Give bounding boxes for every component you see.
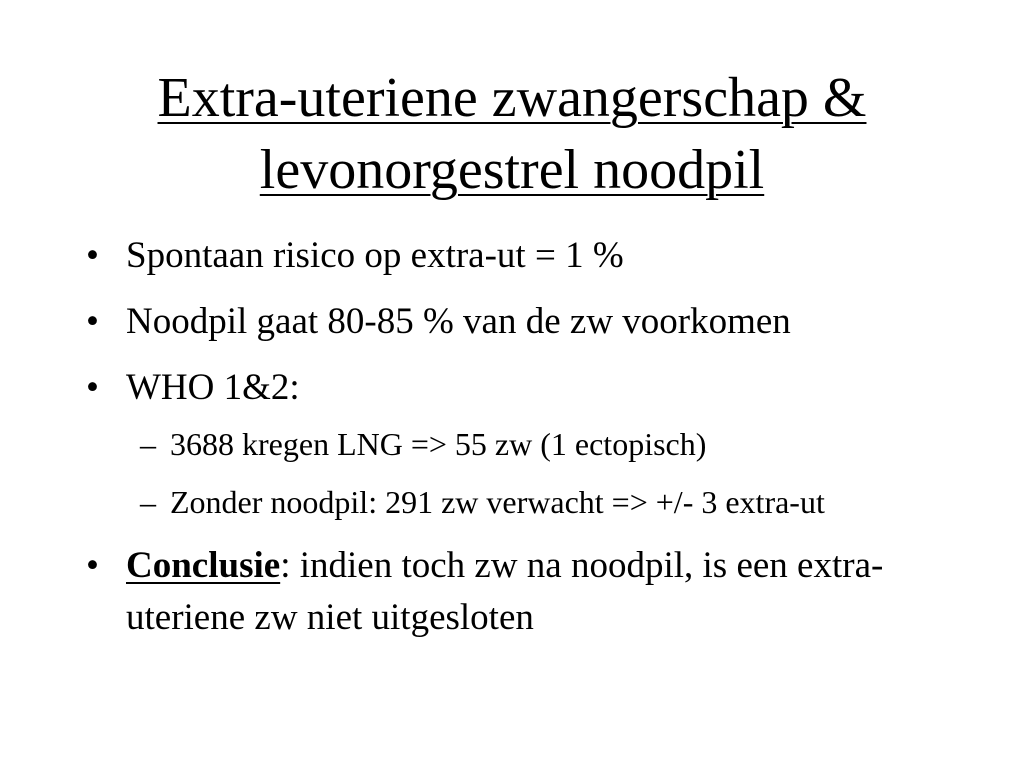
sub-bullet-marker: – xyxy=(140,426,156,462)
conclusion-label: Conclusie xyxy=(126,545,281,586)
bullet-text: Noodpil gaat 80-85 % van de zw voorkomen xyxy=(126,301,791,342)
bullet-text: WHO 1&2: xyxy=(126,367,300,408)
slide-title-line-1: Extra-uteriene zwangerschap & xyxy=(157,67,867,129)
sub-bullet-item xyxy=(0,424,1024,464)
sub-bullet-item xyxy=(0,482,1024,522)
bullet-item xyxy=(0,296,1024,348)
conclusion-text: : indien toch zw na noodpil, is een extra-uteriene zw niet uitgesloten xyxy=(126,545,884,638)
sub-bullet-text: Zonder noodpil: 291 zw verwacht => +/- 3 extra-ut xyxy=(170,484,825,520)
sub-bullet-text: 3688 kregen LNG => 55 zw (1 ectopisch) xyxy=(170,426,707,462)
bullet-item xyxy=(0,362,1024,414)
slide-title-line-2: levonorgestrel noodpil xyxy=(259,139,765,201)
bullet-list xyxy=(0,230,1024,658)
bullet-item xyxy=(0,230,1024,282)
sub-bullet-marker: – xyxy=(140,484,156,520)
bullet-marker: • xyxy=(86,301,99,342)
bullet-marker: • xyxy=(86,367,99,408)
bullet-marker: • xyxy=(86,545,99,586)
bullet-marker: • xyxy=(86,235,99,276)
bullet-text: Spontaan risico op extra-ut = 1 % xyxy=(126,235,624,276)
conclusion-bullet xyxy=(0,540,1024,644)
slide-title xyxy=(40,62,984,206)
